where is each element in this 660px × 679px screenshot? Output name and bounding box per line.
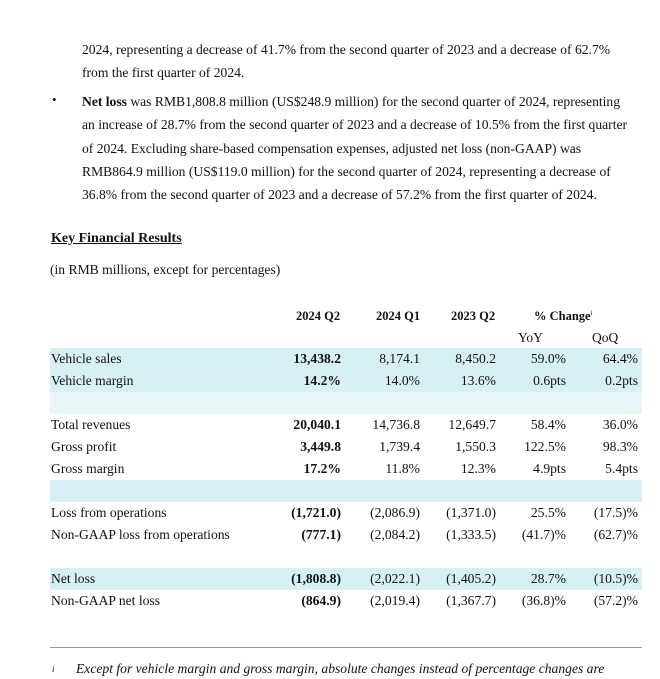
cell-yoy: 0.6pts <box>533 373 566 388</box>
cell-2024-q2: (864.9) <box>301 593 341 608</box>
paragraph-line: 36.8% from the second quarter of 2023 and a decrease of 57.2% from the first quarter of 2024. <box>82 187 597 203</box>
paragraph-revenue-continuation <box>82 38 638 85</box>
cell-2023-q2: (1,333.5) <box>446 527 496 542</box>
cell-qoq: (10.5)% <box>593 571 638 586</box>
row-label: Gross profit <box>51 439 117 454</box>
net-loss-lead: Net loss <box>82 94 127 109</box>
cell-2024-q1: 14,736.8 <box>372 417 420 432</box>
cell-yoy: 58.4% <box>530 417 566 432</box>
subheader-qoq: QoQ <box>592 330 619 345</box>
row-label: Gross margin <box>51 461 125 476</box>
cell-2023-q2: 1,550.3 <box>455 439 496 454</box>
header-percent-change <box>534 309 593 324</box>
cell-yoy: 28.7% <box>530 571 566 586</box>
cell-qoq: 64.4% <box>602 351 638 366</box>
cell-2024-q2: 17.2% <box>303 461 341 476</box>
paragraph-line: RMB864.9 million (US$119.0 million) for the second quarter of 2024, representing a decrease of <box>82 163 611 179</box>
cell-2024-q1: (2,084.2) <box>370 527 420 542</box>
paragraph-line: of 2024. Excluding share-based compensation expenses, adjusted net loss (non-GAAP) was <box>82 140 582 156</box>
row-label: Net loss <box>51 571 96 586</box>
cell-yoy: (41.7)% <box>521 527 566 542</box>
row-label: Vehicle margin <box>51 373 134 388</box>
cell-yoy: 122.5% <box>524 439 566 454</box>
cell-qoq: 98.3% <box>602 439 638 454</box>
cell-yoy: 59.0% <box>530 351 566 366</box>
header-2024-q1: 2024 Q1 <box>376 309 421 323</box>
paragraph-line: 2024, representing a decrease of 41.7% from the second quarter of 2023 and a decrease of 62.7% <box>82 42 611 57</box>
cell-2024-q1: (2,022.1) <box>370 571 420 586</box>
paragraph-line: from the first quarter of 2024. <box>82 65 245 81</box>
cell-qoq: (62.7)% <box>593 527 638 542</box>
header-2024-q2: 2024 Q2 <box>296 309 341 323</box>
cell-2023-q2: 8,450.2 <box>455 351 496 366</box>
cell-2024-q1: 1,739.4 <box>379 439 420 454</box>
table-row <box>0 370 660 392</box>
paragraph-line <box>82 90 638 113</box>
table-row <box>0 414 660 436</box>
cell-yoy: 4.9pts <box>533 461 566 476</box>
paragraph-line: an increase of 28.7% from the second quarter of 2023 and a decrease of 10.5% from the first quarter <box>82 117 628 133</box>
cell-2024-q2: (1,808.8) <box>291 571 341 586</box>
cell-2024-q2: 3,449.8 <box>300 439 341 454</box>
table-subtitle: (in RMB millions, except for percentages) <box>50 262 281 277</box>
table-row <box>0 524 660 546</box>
header-percent-change-label: % Change <box>534 309 591 324</box>
cell-qoq: 5.4pts <box>605 461 638 476</box>
table-row <box>0 568 660 590</box>
table-row <box>0 590 660 612</box>
cell-2023-q2: 12.3% <box>460 461 496 476</box>
section-title: Key Financial Results <box>51 231 182 246</box>
row-label: Vehicle sales <box>51 351 122 366</box>
row-label: Non-GAAP net loss <box>51 593 161 608</box>
net-loss-lead-rest: was RMB1,808.8 million (US$248.9 million) for the second quarter of 2024, representing <box>126 94 621 109</box>
table-band-spacer <box>50 480 642 502</box>
table-band-spacer <box>50 392 642 414</box>
footnote-text: Except for vehicle margin and gross margin, absolute changes instead of percentage changes are <box>76 661 605 676</box>
table-row <box>0 502 660 524</box>
row-label: Total revenues <box>51 417 131 432</box>
cell-qoq: (57.2)% <box>593 593 638 608</box>
cell-2024-q2: 13,438.2 <box>293 351 341 366</box>
cell-yoy: 25.5% <box>530 505 566 520</box>
cell-2024-q1: (2,086.9) <box>370 505 420 520</box>
cell-qoq: 36.0% <box>602 417 638 432</box>
table-row <box>0 348 660 370</box>
cell-2024-q1: 14.0% <box>384 373 420 388</box>
cell-2024-q2: (1,721.0) <box>291 505 341 520</box>
cell-2024-q2: 20,040.1 <box>293 417 341 432</box>
footnote-divider <box>50 647 642 648</box>
cell-2024-q1: (2,019.4) <box>370 593 420 608</box>
footnote-mark: i <box>52 664 55 674</box>
cell-yoy: (36.8)% <box>521 593 566 608</box>
footnote-reference: i <box>590 309 593 317</box>
header-2023-q2: 2023 Q2 <box>451 309 496 323</box>
table-row <box>0 458 660 480</box>
cell-qoq: (17.5)% <box>593 505 638 520</box>
bullet-icon: • <box>52 92 57 107</box>
cell-2023-q2: 13.6% <box>460 373 496 388</box>
cell-2024-q2: 14.2% <box>303 373 341 388</box>
paragraph-net-loss <box>82 90 638 206</box>
cell-2024-q1: 8,174.1 <box>379 351 420 366</box>
cell-2024-q1: 11.8% <box>385 461 420 476</box>
cell-2023-q2: (1,405.2) <box>446 571 496 586</box>
subheader-yoy: YoY <box>518 330 543 345</box>
table-row <box>0 436 660 458</box>
row-label: Loss from operations <box>51 505 167 520</box>
row-label: Non-GAAP loss from operations <box>51 527 230 542</box>
cell-2024-q2: (777.1) <box>301 527 341 542</box>
cell-2023-q2: 12,649.7 <box>448 417 496 432</box>
cell-2023-q2: (1,367.7) <box>446 593 496 608</box>
cell-qoq: 0.2pts <box>605 373 638 388</box>
cell-2023-q2: (1,371.0) <box>446 505 496 520</box>
